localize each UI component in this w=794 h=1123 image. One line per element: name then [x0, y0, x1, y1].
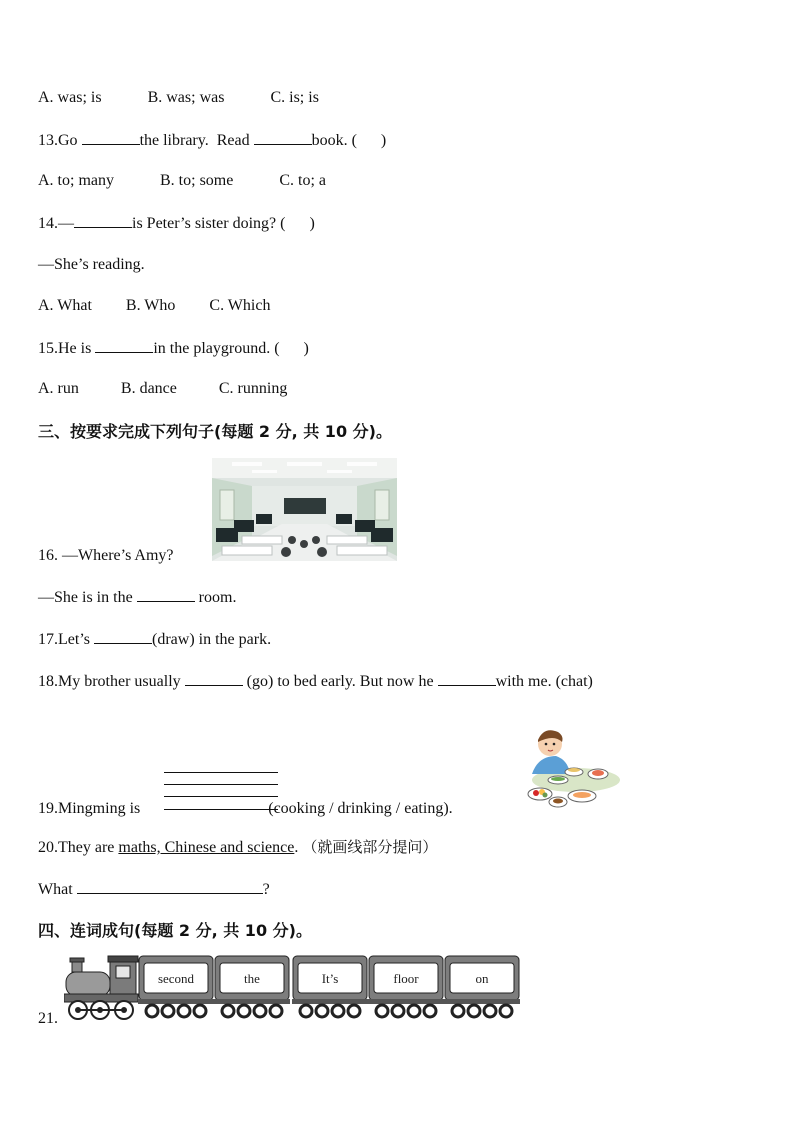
train-car-3[interactable]	[292, 955, 368, 1019]
q13-text-5: )	[380, 132, 387, 149]
train-car-5[interactable]	[444, 955, 520, 1019]
q18-question	[38, 671, 593, 692]
q13-text-3: Read	[216, 132, 250, 149]
boy-eating-image	[514, 720, 622, 810]
q14-text-2: )	[309, 215, 315, 232]
q18-text-1: 18.My brother usually	[38, 673, 181, 690]
q17-text-2: (draw) in the park.	[152, 631, 272, 648]
q14-question	[38, 213, 315, 234]
q13-option-a: A. to; many	[38, 172, 114, 189]
q14-option-a: A. What	[38, 297, 92, 314]
q13-options	[38, 171, 326, 191]
q14-dash: —	[58, 215, 74, 232]
q15-options	[38, 379, 287, 399]
q17-question	[38, 629, 271, 650]
section-4-heading: 四、连词成句(每题 2 分, 共 10 分)。	[38, 921, 312, 940]
q13-text-2: the library.	[139, 132, 209, 149]
q18-text-3: with me. (chat)	[495, 673, 593, 690]
q20-blank[interactable]	[77, 879, 263, 894]
q16-answer	[38, 587, 236, 608]
q14-answer: —She’s reading.	[38, 256, 145, 273]
q19-text-1: 19.Mingming is	[38, 800, 141, 817]
q15-question	[38, 338, 309, 359]
computer-room-image	[212, 458, 397, 561]
q15-text-1: He is	[58, 340, 92, 357]
q14-blank[interactable]	[74, 213, 132, 228]
q13-question	[38, 130, 386, 151]
q17-text-1: 17.Let’s	[38, 631, 90, 648]
q13-text-4: book. (	[311, 132, 357, 149]
q15-text-2: in the playground. (	[153, 340, 280, 357]
section-3-heading: 三、按要求完成下列句子(每题 2 分, 共 10 分)。	[38, 422, 392, 441]
q14-text-1: is Peter’s sister doing? (	[132, 215, 286, 232]
q13-number: 13.	[38, 132, 58, 149]
q15-text-3: )	[303, 340, 309, 357]
q15-option-c: C. running	[218, 380, 288, 397]
q18-blank-1[interactable]	[185, 671, 243, 686]
q13-blank-2[interactable]	[254, 130, 312, 145]
q16-question: 16. —Where’s Amy?	[38, 547, 174, 564]
train-car-1-word: second	[157, 971, 195, 986]
q13-blank-1[interactable]	[82, 130, 140, 145]
train-car-2-word: the	[244, 971, 260, 986]
q20-text-2: .	[294, 839, 299, 856]
q14-options	[38, 296, 270, 316]
train-car-1[interactable]	[138, 955, 214, 1019]
q12-options	[38, 88, 319, 108]
q18-blank-2[interactable]	[438, 671, 496, 686]
q12-option-c: C. is; is	[270, 89, 319, 106]
train-car-5-word: on	[475, 971, 489, 986]
q15-option-a: A. run	[38, 380, 79, 397]
q14-option-b: B. Who	[125, 297, 176, 314]
q20-what: What	[38, 881, 73, 898]
q19-text-2: (cooking / drinking / eating).	[268, 800, 453, 817]
q20-underlined-part: maths, Chinese and science	[118, 839, 295, 856]
q13-text-1: Go	[58, 132, 78, 149]
q16-text-2: room.	[198, 589, 237, 606]
q14-option-c: C. Which	[209, 297, 271, 314]
train-car-4-word: floor	[393, 971, 419, 986]
q12-option-a: A. was; is	[38, 89, 102, 106]
q12-option-b: B. was; was	[147, 89, 225, 106]
q15-blank[interactable]	[95, 338, 153, 353]
q13-option-b: B. to; some	[160, 172, 234, 189]
train-car-3-word: It’s	[321, 971, 339, 986]
train-car-4[interactable]	[368, 955, 444, 1019]
q20-instruction: （就画线部分提问）	[302, 838, 438, 856]
q19-question	[38, 799, 453, 819]
q14-number: 14.	[38, 215, 58, 232]
q18-text-2: (go) to bed early. But now he	[246, 673, 434, 690]
q13-option-c: C. to; a	[279, 172, 327, 189]
q20-question	[38, 837, 437, 858]
q15-option-b: B. dance	[120, 380, 177, 397]
q20-text-1: 20.They are	[38, 839, 115, 856]
q20-qmark: ?	[262, 881, 270, 898]
q21-number: 21.	[38, 1010, 58, 1027]
q16-text-1: —She is in the	[38, 589, 133, 606]
q20-answer-line	[38, 879, 270, 900]
q16-blank[interactable]	[137, 587, 195, 602]
q17-blank[interactable]	[94, 629, 152, 644]
q15-number: 15.	[38, 340, 58, 357]
train-locomotive-icon	[64, 954, 140, 1022]
train-car-2[interactable]	[214, 955, 290, 1019]
